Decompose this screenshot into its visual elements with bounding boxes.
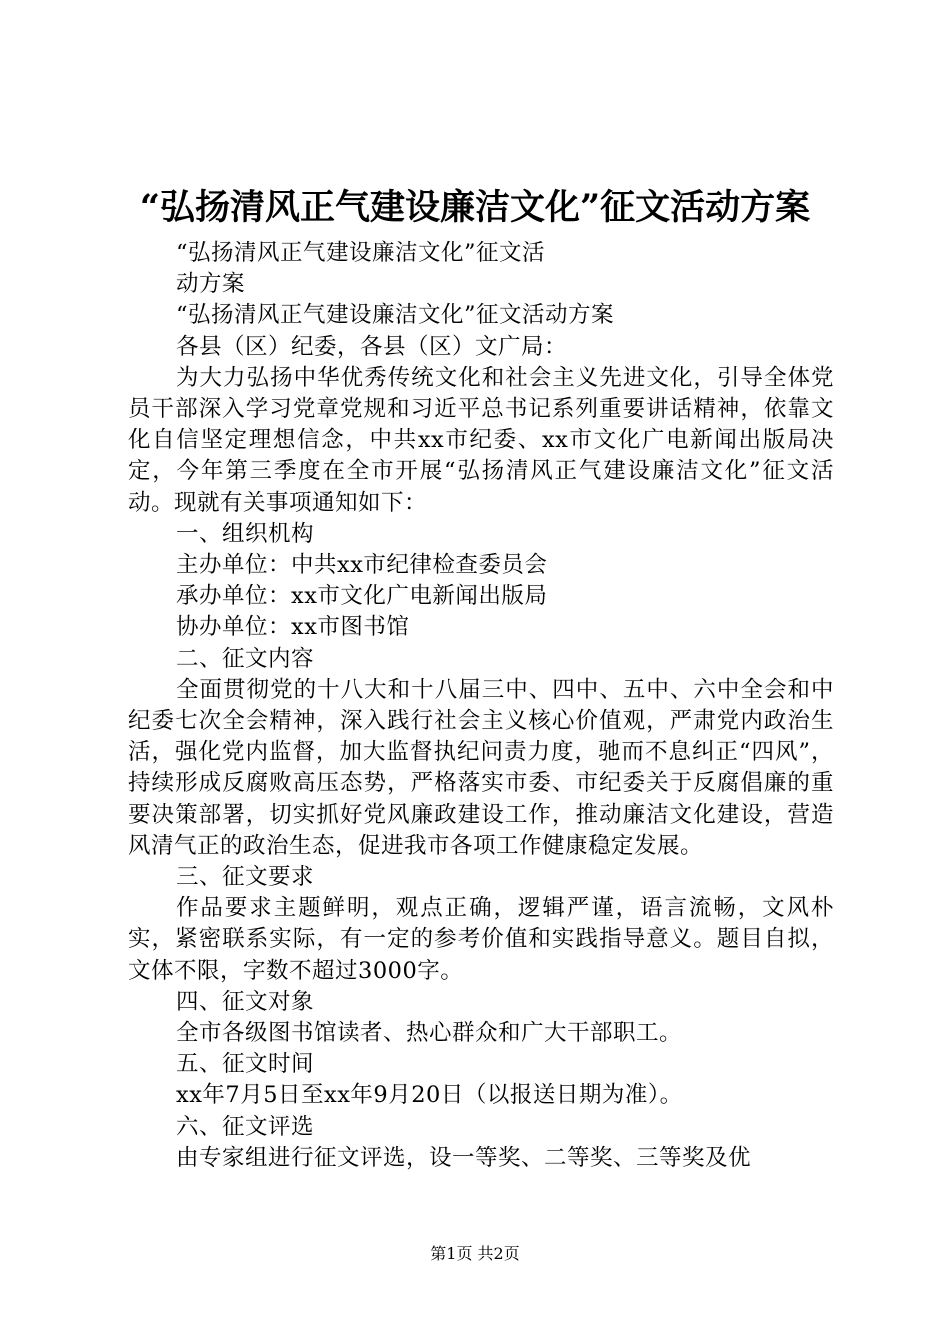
section-heading-participants: 四、征文对象 bbox=[176, 988, 315, 1015]
organizer-line: 主办单位：中共xx市纪律检查委员会 bbox=[176, 552, 548, 579]
co-organizer-line: 协办单位：xx市图书馆 bbox=[176, 614, 410, 641]
page-footer: 第1页 共2页 bbox=[430, 1244, 520, 1263]
section-heading-evaluation: 六、征文评选 bbox=[176, 1113, 315, 1140]
repeated-title: “弘扬清风正气建设廉洁文化”征文活动方案 bbox=[176, 302, 615, 329]
section-heading-content: 二、征文内容 bbox=[176, 645, 315, 672]
section-heading-requirements: 三、征文要求 bbox=[176, 864, 315, 891]
participants-paragraph: 全市各级图书馆读者、热心群众和广大干部职工。 bbox=[176, 1020, 683, 1047]
content-paragraph: 全面贯彻党的十八大和十八届三中、四中、五中、六中全会和中纪委七次全会精神，深入践行社会主义核心价值观，严肃党内政治生活，强化党内监督，加大监督执纪问责力度，驰而不息纠正“四风”，持续形成反腐败高压态势，严格落实市委、市纪委关于反腐倡廉的重要决策部署，切实抓好党风廉政建设工作，推动廉洁文化建设，营造风清气正的政治生态，促进我市各项工作健康稳定发展。 bbox=[128, 676, 834, 859]
subtitle-line-1: “弘扬清风正气建设廉洁文化”征文活 bbox=[176, 240, 546, 266]
evaluation-paragraph: 由专家组进行征文评选，设一等奖、二等奖、三等奖及优 bbox=[176, 1144, 752, 1171]
time-paragraph: xx年7月5日至xx年9月20日（以报送日期为准）。 bbox=[176, 1082, 683, 1109]
document-title: “弘扬清风正气建设廉洁文化”征文活动方案 bbox=[139, 187, 811, 228]
section-heading-organization: 一、组织机构 bbox=[176, 520, 315, 547]
salutation: 各县（区）纪委，各县（区）文广局： bbox=[176, 333, 568, 360]
section-heading-time: 五、征文时间 bbox=[176, 1051, 315, 1078]
document-body bbox=[128, 238, 834, 1174]
undertaker-line: 承办单位：xx市文化广电新闻出版局 bbox=[176, 583, 548, 610]
subtitle-line-2: 动方案 bbox=[176, 271, 246, 298]
requirements-paragraph: 作品要求主题鲜明，观点正确，逻辑严谨，语言流畅，文风朴实，紧密联系实际，有一定的参考价值和实践指导意义。题目自拟，文体不限，字数不超过3000字。 bbox=[128, 895, 834, 984]
intro-paragraph: 为大力弘扬中华优秀传统文化和社会主义先进文化，引导全体党员干部深入学习党章党规和习近平总书记系列重要讲话精神，依靠文化自信坚定理想信念，中共xx市纪委、xx市文化广电新闻出版局决定，今年第三季度在全市开展“弘扬清风正气建设廉洁文化”征文活动。现就有关事项通知如下： bbox=[128, 364, 834, 516]
